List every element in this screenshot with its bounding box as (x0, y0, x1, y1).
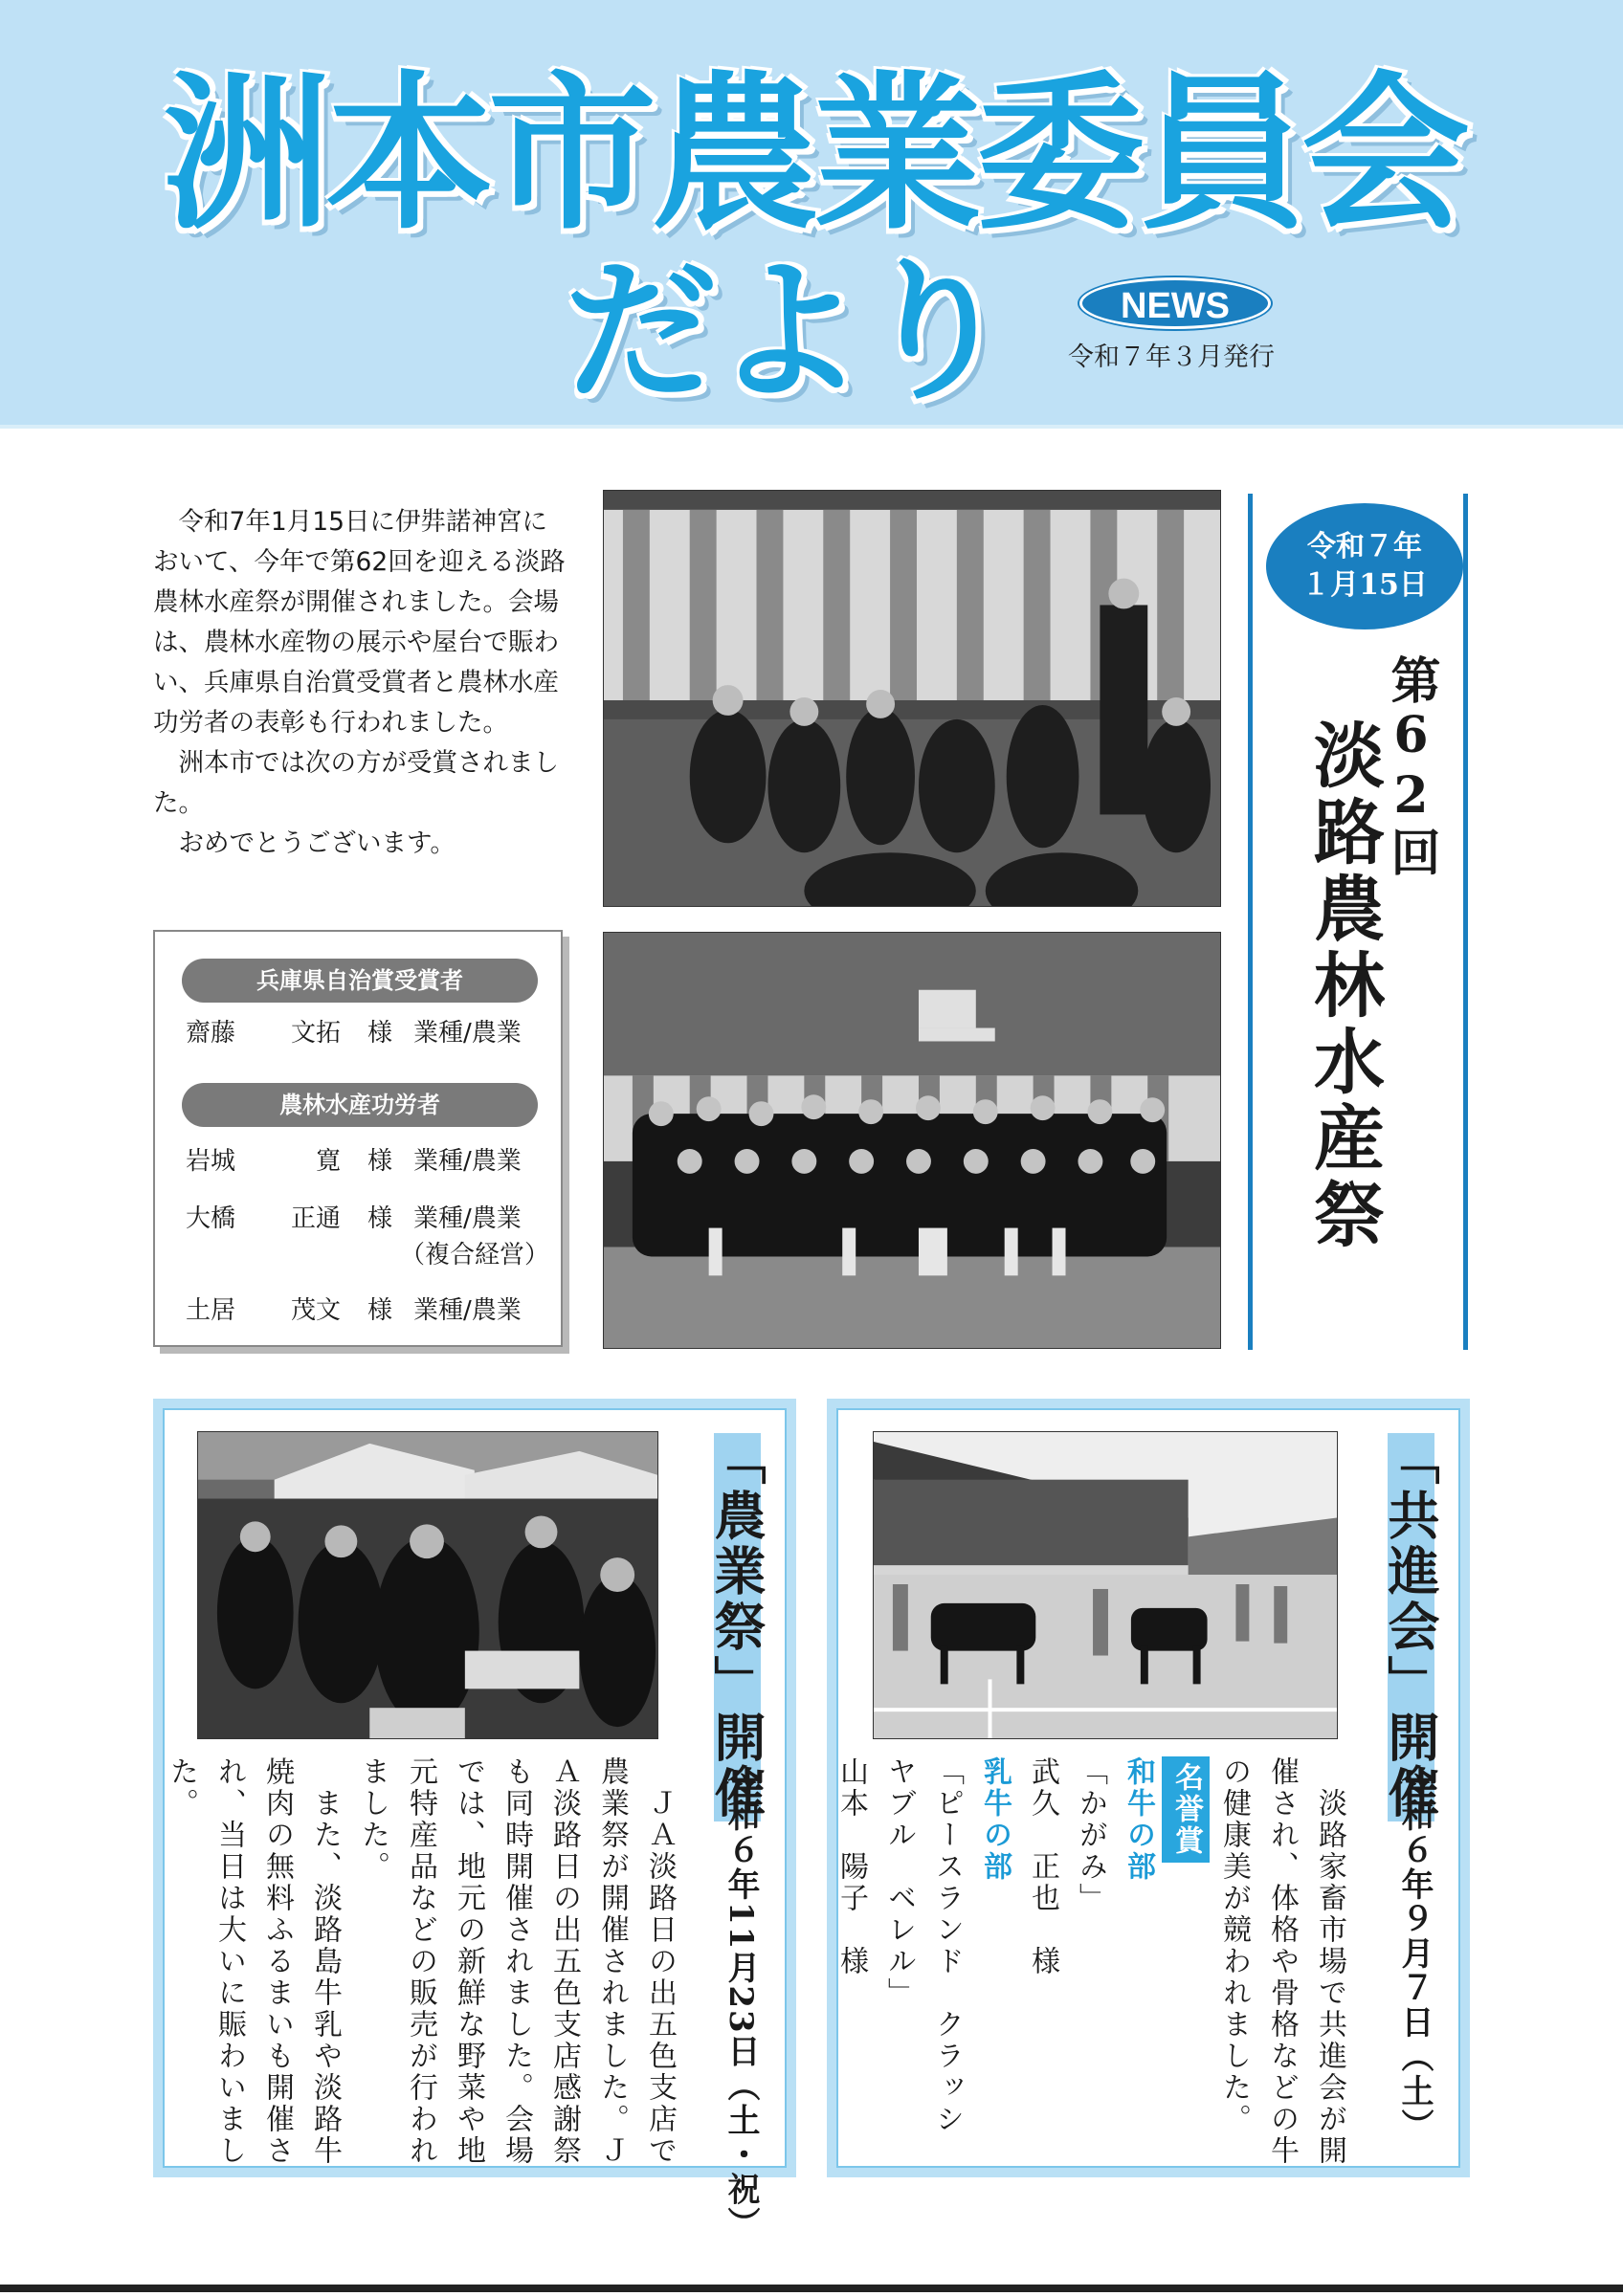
masthead-subtitle: だより (565, 242, 1008, 421)
agri-festival-heading: 「農業祭」開催 (700, 1433, 774, 1821)
issue-date: 令和７年３月発行 (1068, 342, 1275, 372)
cattle-show-panel (827, 1399, 1470, 2177)
festival-date-year: 令和７年 (1307, 530, 1422, 563)
wagyu-owner: 武久 正也 様 (1026, 1756, 1059, 1977)
cattle-body-line: の健康美が競われました。 (1217, 1756, 1251, 2135)
dairy-owner: 山本 陽子 様 (834, 1756, 868, 1977)
festival-date-badge (1266, 503, 1463, 629)
dairy-cow-name-1: 「ピースランド クラッシ (930, 1756, 964, 2135)
award-type: 業種/農業 (413, 1204, 522, 1233)
festival-title: 淡路農林水産祭 (1302, 718, 1385, 1254)
agri-body-line: Ａ淡路日の出五色支店感謝祭 (547, 1756, 581, 2167)
cattle-body-line: 淡路家畜市場で共進会が開 (1313, 1756, 1346, 2167)
dairy-category: 乳牛の部 (978, 1756, 1012, 1883)
intro-paragraph-1: 令和7年1月15日に伊弉諾神宮において、今年で第62回を迎える淡路農林水産祭が開催されました。会場は、農林水産物の展示や屋台で賑わい、兵庫県自治賞受賞者と農林水産功労者の表彰も行われました。 (153, 507, 566, 738)
award-honorific: 様 (367, 1019, 393, 1048)
award-subtype: （複合経営） (400, 1241, 550, 1269)
award-row (186, 1014, 549, 1052)
cattle-show-photo (873, 1431, 1338, 1739)
intro-text (153, 502, 570, 864)
award-surname: 土居 (186, 1296, 236, 1325)
festival-edition: 第62回 (1382, 654, 1440, 878)
agri-body-line: また、淡路島牛乳や淡路牛 (308, 1756, 342, 2167)
agri-body-line: れ、当日は大いに賑わいまし (212, 1756, 246, 2167)
agri-body-line: も同時開催されました。会場 (500, 1756, 533, 2167)
agri-body-line: た。 (165, 1756, 198, 1820)
awardees-group-photo (603, 932, 1221, 1349)
agri-festival-body (165, 1756, 683, 2167)
wagyu-category: 和牛の部 (1122, 1756, 1155, 1883)
award-type: 業種/農業 (413, 1147, 522, 1176)
award-row (186, 1142, 549, 1181)
award-list-box (153, 930, 563, 1347)
wagyu-cow-name: 「かがみ」 (1074, 1756, 1107, 1914)
award-given-name: 正通 (290, 1204, 341, 1233)
award-row (186, 1292, 549, 1330)
intro-paragraph-2: 洲本市では次の方が受賞されました。 (153, 748, 559, 818)
award-category-merit: 農林水産功労者 (182, 1083, 538, 1127)
dairy-cow-name-2: ヤブル ベレル」 (882, 1756, 916, 2009)
cattle-show-date: 令和６年９月７日（土） (1395, 1764, 1434, 2143)
agri-body-line: では、地元の新鮮な野菜や地 (452, 1756, 485, 2167)
award-honorific: 様 (367, 1296, 393, 1325)
award-honorific: 様 (367, 1204, 393, 1233)
award-given-name: 茂文 (290, 1296, 341, 1325)
ceremony-photo (603, 490, 1221, 907)
award-honorific: 様 (367, 1147, 393, 1176)
masthead-title: 洲本市農業委員会 (163, 56, 1465, 253)
award-surname: 大橋 (186, 1204, 236, 1233)
award-given-name: 文拓 (290, 1019, 341, 1048)
award-given-name: 寛 (315, 1147, 341, 1176)
agri-body-line: 焼肉の無料ふるまいも開催さ (260, 1756, 294, 2167)
award-row (186, 1200, 549, 1238)
agri-body-line: 元特産品などの販売が行われ (404, 1756, 437, 2167)
cattle-show-heading: 「共進会」開催 (1374, 1433, 1448, 1821)
award-type: 業種/農業 (413, 1296, 522, 1325)
page-bottom-rule (0, 2285, 1623, 2292)
honor-award-tag: 名誉賞 (1162, 1756, 1210, 1863)
cattle-show-body (834, 1756, 1353, 2167)
agri-body-line: 農業祭が開催されました。Ｊ (595, 1756, 629, 2167)
intro-paragraph-3: おめでとうございます。 (178, 828, 456, 858)
agri-body-line: ＪＡ淡路日の出五色支店で (643, 1756, 677, 2167)
agri-body-line: ました。 (356, 1756, 389, 1883)
news-badge: NEWS (1079, 277, 1271, 329)
award-category-hyogo: 兵庫県自治賞受賞者 (182, 959, 538, 1003)
agri-festival-date: 令和６年11月23日（土・祝） (722, 1764, 760, 2241)
award-surname: 齋藤 (186, 1019, 236, 1048)
masthead-banner (0, 0, 1623, 429)
cattle-body-line: 催され、体格や骨格などの牛 (1265, 1756, 1299, 2167)
award-type: 業種/農業 (413, 1019, 522, 1048)
festival-date-day: １月15日 (1301, 568, 1428, 602)
award-surname: 岩城 (186, 1147, 236, 1176)
agri-festival-panel (153, 1399, 796, 2241)
festival-title-column (1248, 494, 1468, 1350)
agri-festival-photo (197, 1431, 658, 1739)
